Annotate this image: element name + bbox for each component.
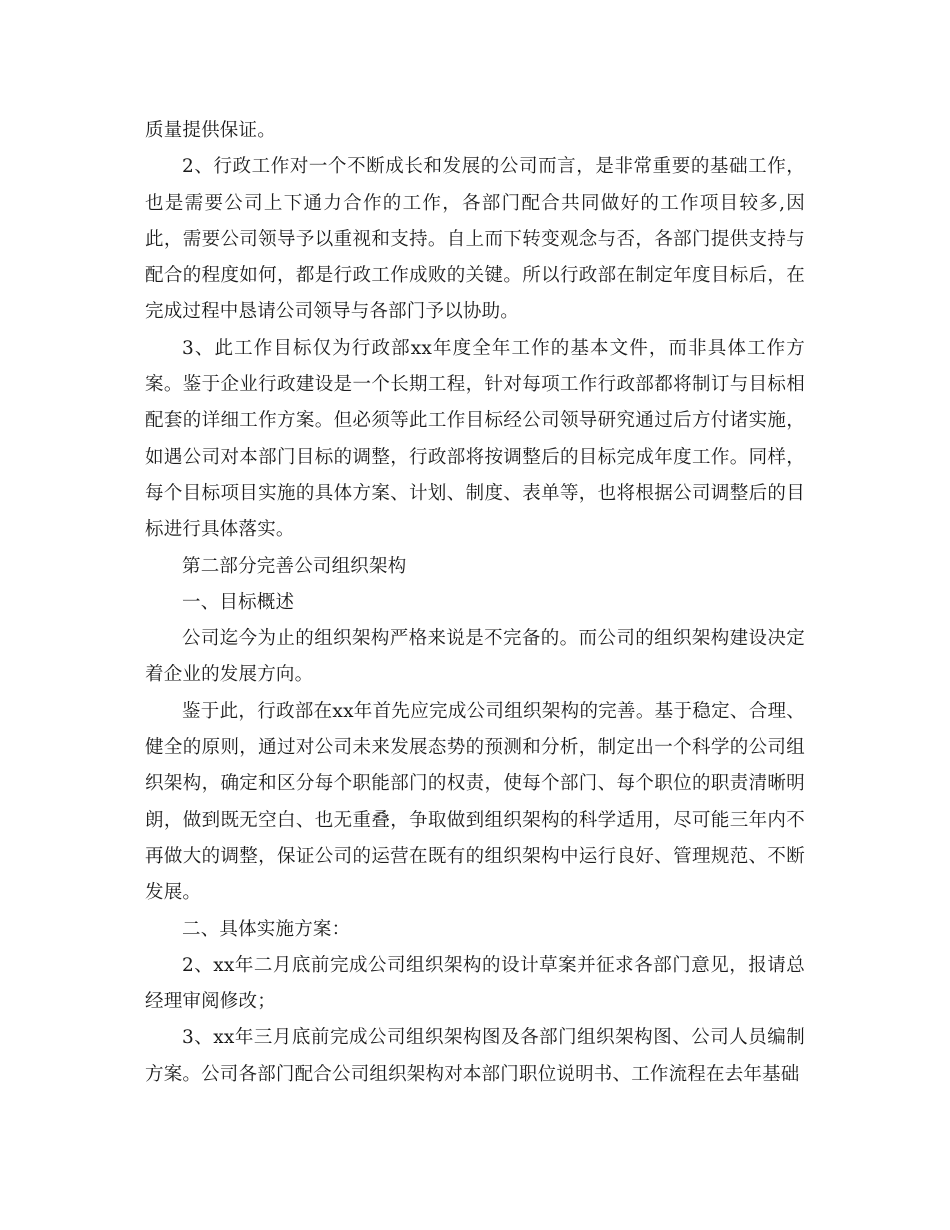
- subheading-goal-overview: 一、目标概述: [182, 591, 295, 613]
- paragraph-7: 3、xx年三月底前完成公司组织架构图及各部门组织架构图、公司人员编制方案。公司各部门配合公司组织架构对本部门职位说明书、工作流程在去年基础: [145, 1027, 805, 1085]
- paragraph-2: 2、行政工作对一个不断成长和发展的公司而言，是非常重要的基础工作，也是需要公司上下通力合作的工作，各部门配合共同做好的工作项目较多,因此，需要公司领导予以重视和支持。自上而下转变观念与否，各部门提供支持与配合的程度如何，都是行政工作成败的关键。所以行政部在制定年度目标后，在完成过程中恳请公司领导与各部门予以协助。: [145, 156, 805, 323]
- paragraph-5: 鉴于此，行政部在xx年首先应完成公司组织架构的完善。基于稳定、合理、健全的原则，通过对公司未来发展态势的预测和分析，制定出一个科学的公司组织架构，确定和区分每个职能部门的权责，使每个部门、每个职位的职责清晰明朗，做到既无空白、也无重叠，争取做到组织架构的科学适用，尽可能三年内不再做大的调整，保证公司的运营在既有的组织架构中运行良好、管理规范、不断发展。: [145, 700, 805, 904]
- paragraph-4: 公司迄今为止的组织架构严格来说是不完备的。而公司的组织架构建设决定着企业的发展方向。: [145, 628, 805, 686]
- paragraph-6: 2、xx年二月底前完成公司组织架构的设计草案并征求各部门意见，报请总经理审阅修改；: [145, 954, 805, 1013]
- document-body: [145, 113, 805, 1093]
- paragraph-1: 质量提供保证。: [145, 120, 276, 141]
- subheading-implementation-plan: 二、具体实施方案：: [182, 918, 351, 940]
- section-heading-part-two: 第二部分完善公司组织架构: [182, 555, 407, 577]
- paragraph-3: 3、此工作目标仅为行政部xx年度全年工作的基本文件，而非具体工作方案。鉴于企业行政建设是一个长期工程，针对每项工作行政部都将制订与目标相配套的详细工作方案。但必须等此工作目标经公司领导研究通过后方付诸实施，如遇公司对本部门目标的调整，行政部将按调整后的目标完成年度工作。同样，每个目标项目实施的具体方案、计划、制度、表单等，也将根据公司调整后的目标进行具体落实。: [145, 337, 805, 541]
